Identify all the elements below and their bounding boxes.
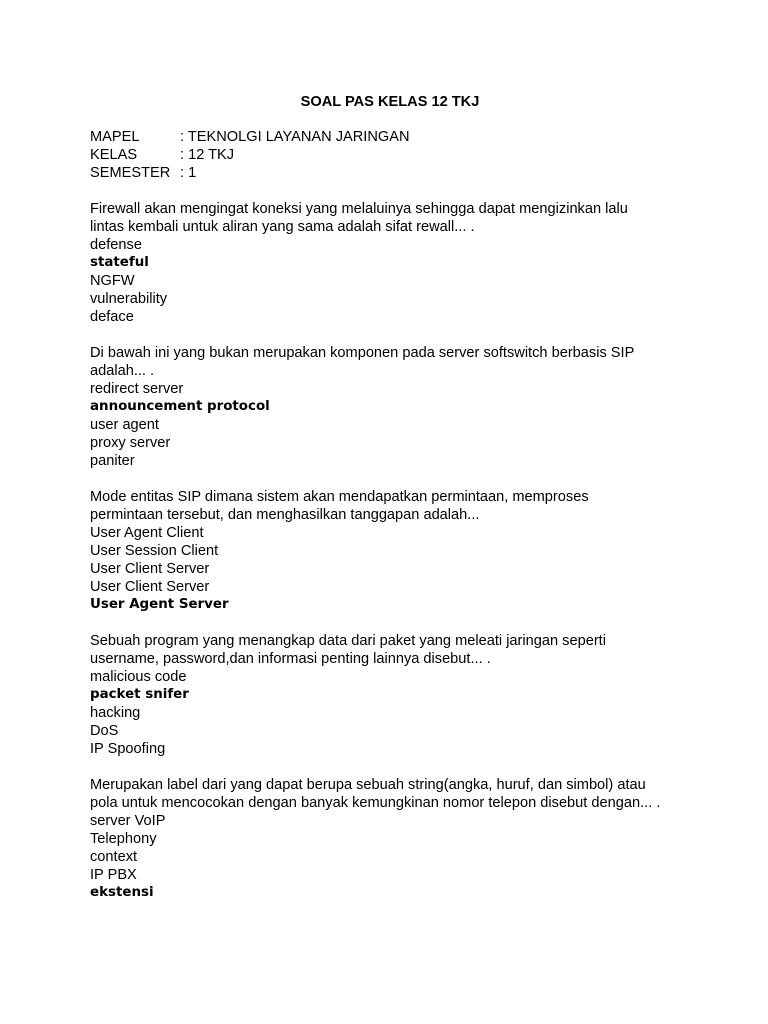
- answer-option-correct: announcement protocol: [90, 399, 270, 414]
- answer-option: User Client Server: [90, 579, 210, 595]
- answer-option: User Agent Client: [90, 525, 204, 541]
- answer-option: vulnerability: [90, 291, 168, 307]
- question-text: permintaan tersebut, dan menghasilkan tanggapan adalah...: [90, 507, 480, 523]
- answer-option-correct: packet snifer: [90, 687, 189, 702]
- answer-option: NGFW: [90, 273, 135, 289]
- question-text: pola untuk mencocokan dengan banyak kemungkinan nomor telepon disebut dengan... .: [90, 795, 661, 811]
- question-list: [90, 200, 710, 902]
- question-text: Di bawah ini yang bukan merupakan komponen pada server softswitch berbasis SIP: [90, 345, 635, 361]
- answer-option: redirect server: [90, 381, 184, 397]
- meta-value: : 1: [180, 165, 197, 181]
- question-text: adalah... .: [90, 363, 155, 379]
- question-text: Mode entitas SIP dimana sistem akan mendapatkan permintaan, memproses: [90, 489, 589, 505]
- answer-option: Telephony: [90, 831, 157, 847]
- question-item: [90, 776, 710, 902]
- answer-option: context: [90, 849, 138, 865]
- question-item: [90, 344, 710, 470]
- meta-block: [90, 128, 710, 182]
- answer-option: malicious code: [90, 669, 187, 685]
- answer-option: hacking: [90, 705, 141, 721]
- question-item: [90, 200, 710, 326]
- meta-label: KELAS: [90, 147, 138, 163]
- answer-option: deface: [90, 309, 134, 325]
- answer-option-correct: User Agent Server: [90, 597, 229, 612]
- answer-option: User Client Server: [90, 561, 210, 577]
- answer-option: User Session Client: [90, 543, 219, 559]
- question-item: [90, 632, 710, 758]
- answer-option: server VoIP: [90, 813, 166, 829]
- question-text: Firewall akan mengingat koneksi yang melaluinya sehingga dapat mengizinkan lalu: [90, 201, 628, 217]
- meta-row-kelas: [90, 146, 710, 164]
- answer-option-correct: ekstensi: [90, 885, 154, 900]
- page-title: SOAL PAS KELAS 12 TKJ: [300, 94, 480, 110]
- question-text: username, password,dan informasi penting lainnya disebut... .: [90, 651, 491, 667]
- meta-label: MAPEL: [90, 129, 140, 145]
- question-text: Merupakan label dari yang dapat berupa sebuah string(angka, huruf, dan simbol) atau: [90, 777, 646, 793]
- meta-value: : 12 TKJ: [180, 147, 235, 163]
- answer-option: DoS: [90, 723, 119, 739]
- answer-option: proxy server: [90, 435, 171, 451]
- meta-row-mapel: [90, 128, 710, 146]
- answer-option: IP PBX: [90, 867, 137, 883]
- answer-option: paniter: [90, 453, 135, 469]
- answer-option: IP Spoofing: [90, 741, 166, 757]
- answer-option-correct: stateful: [90, 255, 149, 270]
- question-item: [90, 488, 710, 614]
- answer-option: defense: [90, 237, 142, 253]
- answer-option: user agent: [90, 417, 159, 433]
- meta-label: SEMESTER: [90, 165, 171, 181]
- meta-value: : TEKNOLGI LAYANAN JARINGAN: [180, 129, 410, 145]
- document-page: [90, 93, 710, 920]
- question-text: lintas kembali untuk aliran yang sama adalah sifat rewall... .: [90, 219, 475, 235]
- question-text: Sebuah program yang menangkap data dari paket yang meleati jaringan seperti: [90, 633, 606, 649]
- meta-row-semester: [90, 164, 710, 182]
